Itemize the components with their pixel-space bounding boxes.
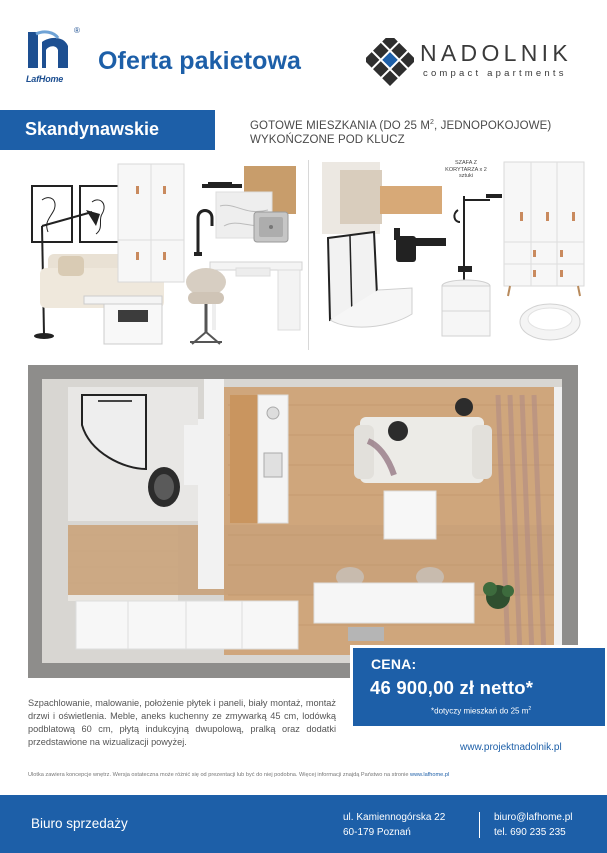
contact-email[interactable]: biuro@lafhome.pl [494,812,573,823]
toilet-icon [520,304,580,340]
lafhome-wordmark: LafHome [26,74,64,84]
price-box [350,645,607,729]
style-badge: Skandynawskie [0,110,215,150]
style-desc-line1-pre: GOTOWE MIESZKANIA (DO 25 M [250,119,431,132]
address-city: 60-179 Poznań [343,827,411,838]
coffee-table-plan-icon [384,491,436,539]
office-address [343,810,445,840]
desk-icon [210,262,302,330]
price-label: CENA: [371,656,417,672]
sales-office-label: Biuro sprzedaży [31,816,128,831]
disclaimer-link[interactable]: www.lafhome.pl [410,772,450,778]
lafhome-mark-icon [24,28,76,74]
framed-art-icon [32,186,120,242]
price-note-text: *dotyczy mieszkań do 25 m [431,706,529,716]
wardrobe-note: SZAFA Z KORYTARZA x 2 sztuki [445,160,487,179]
style-description [250,116,551,147]
coffee-table-icon [84,296,162,344]
tile-sample-icon [322,162,442,234]
kitchen-faucet-icon [194,211,212,257]
registered-mark: ® [74,26,80,35]
wardrobe-icon [504,162,584,296]
kitchen-counter [230,395,260,523]
moodboard-divider [308,160,309,350]
style-desc-sup: 2 [430,119,435,126]
wardrobe-plan-icon [76,601,298,649]
rain-shower-icon [454,194,502,280]
price-note-sup: 2 [528,706,532,712]
partner-tagline: compact apartments [423,68,567,79]
basin-faucet-icon [394,228,446,262]
contact-info [494,810,573,840]
partner-name: NADOLNIK [420,40,572,66]
footer-divider [479,812,480,838]
induction-hob-icon [264,453,282,477]
disclaimer-text: Ulotka zawiera koncepcje wnętrz. Wersja ostateczna może różnić się od prezentacji lub być do niej podobna. Więcej informacji znajdą Państwo na stronie [28,772,411,778]
floor-plan-visualization [28,365,578,678]
footer [0,795,607,853]
wardrobe-icon [118,164,184,282]
nadolnik-logo-icon [366,38,414,86]
package-description: Szpachlowanie, malowanie, położenie płytek i paneli, biały montaż, montaż drzwi i oświetlenia. Meble, aneks kuchenny ze zmywarką 45 cm, lodówką podblatową 60 cm, płytą indukcyjną dwupolową, pralką oraz dodatki przedstawione na wizualizacji powyżej. [28,698,336,747]
price-note [431,706,531,716]
address-street: ul. Kamiennogórska 22 [343,812,446,823]
style-desc-line1-post: , JEDNOPOKOJOWE) [434,119,552,132]
desk-plan-icon [314,583,474,623]
contact-phone[interactable]: tel. 690 235 235 [494,827,566,838]
price-value: 46 900,00 zł netto* [370,677,534,698]
towel-rail-icon [202,182,242,188]
website-link[interactable]: www.projektnadolnik.pl [460,742,562,753]
moodboard [0,156,607,352]
style-desc-line2: WYKOŃCZONE POD KLUCZ [250,133,405,146]
disclaimer [28,772,588,778]
vanity-cabinet-icon [442,280,490,336]
office-chair-icon [186,268,226,344]
sink-icon [254,212,288,242]
lamp-plan-icon [388,421,408,441]
lafhome-logo [24,28,80,86]
page-title: Oferta pakietowa [98,47,302,75]
